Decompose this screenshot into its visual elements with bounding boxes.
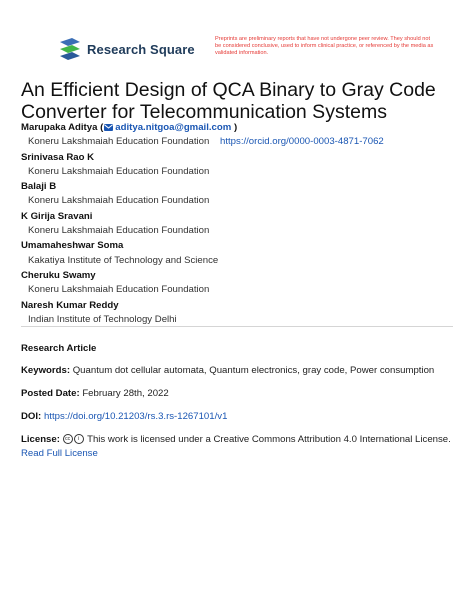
author-affiliation: Koneru Lakshmaiah Education Foundation <box>28 136 210 148</box>
author-list <box>21 121 461 328</box>
doi <box>21 410 461 424</box>
posted-date-value: February 28th, 2022 <box>82 388 169 399</box>
author-name: Srinivasa Rao K <box>21 151 95 163</box>
doi-link[interactable]: https://doi.org/10.21203/rs.3.rs-1267101/v1 <box>43 411 228 422</box>
read-full-license-link[interactable]: Read Full License <box>21 448 98 459</box>
author-affiliation: Indian Institute of Technology Delhi <box>28 313 177 325</box>
author-affiliation: Koneru Lakshmaiah Education Foundation <box>28 225 210 237</box>
research-square-logo-icon <box>58 38 82 60</box>
author-entry <box>21 299 461 328</box>
author-entry <box>21 180 461 209</box>
research-square-logo[interactable] <box>58 38 195 60</box>
author-affiliation: Kakatiya Institute of Technology and Science <box>28 254 219 266</box>
creative-commons-icon: cc <box>63 434 73 444</box>
paper-title: An Efficient Design of QCA Binary to Gray Code Converter for Telecommunication Systems <box>21 79 436 124</box>
author-affiliation: Koneru Lakshmaiah Education Foundation <box>28 284 210 296</box>
article-type: Research Article <box>21 343 97 354</box>
author-entry <box>21 210 461 239</box>
author-name: K Girija Sravani <box>21 210 93 222</box>
orcid-link[interactable]: https://orcid.org/0000-0003-4871-7062 <box>220 136 384 148</box>
author-email-link[interactable]: aditya.nitgoa@gmail.com <box>115 122 232 133</box>
posted-date-label: Posted Date: <box>21 388 80 399</box>
license-label: License: <box>21 434 60 445</box>
logo-text: Research Square <box>87 41 195 57</box>
keywords <box>21 364 461 378</box>
author-name: Balaji B <box>21 181 57 193</box>
keywords-label: Keywords: <box>21 365 71 376</box>
author-entry <box>21 151 461 180</box>
keywords-value: Quantum dot cellular automata, Quantum electronics, gray code, Power consumption <box>72 365 435 376</box>
license-text: This work is licensed under a Creative Commons Attribution 4.0 International License. <box>87 434 451 445</box>
author-entry <box>21 239 461 268</box>
author-affiliation: Koneru Lakshmaiah Education Foundation <box>28 165 210 177</box>
author-affiliation: Koneru Lakshmaiah Education Foundation <box>28 195 210 207</box>
preprint-disclaimer: Preprints are preliminary reports that have not undergone peer review. They should not be considered conclusive, used to inform clinical practice, or referenced by the media as validated information. <box>215 36 434 56</box>
author-name: Naresh Kumar Reddy <box>21 299 119 311</box>
attribution-icon: i <box>74 434 84 444</box>
author-entry <box>21 269 461 298</box>
email-icon <box>104 124 113 131</box>
doi-label: DOI: <box>21 411 42 422</box>
posted-date <box>21 387 461 401</box>
header <box>58 36 458 64</box>
divider <box>21 326 453 327</box>
author-name: Marupaka Aditya <box>21 122 98 133</box>
author-name: Umamaheshwar Soma <box>21 240 124 252</box>
author-name: Cheruku Swamy <box>21 269 96 281</box>
license <box>21 433 461 461</box>
author-entry: Marupaka Aditya ( aditya.nitgoa@gmail.com ) Koneru Lakshmaiah Education Foundation https://orcid.org/0000-0003-4871-7062 <box>21 122 384 148</box>
